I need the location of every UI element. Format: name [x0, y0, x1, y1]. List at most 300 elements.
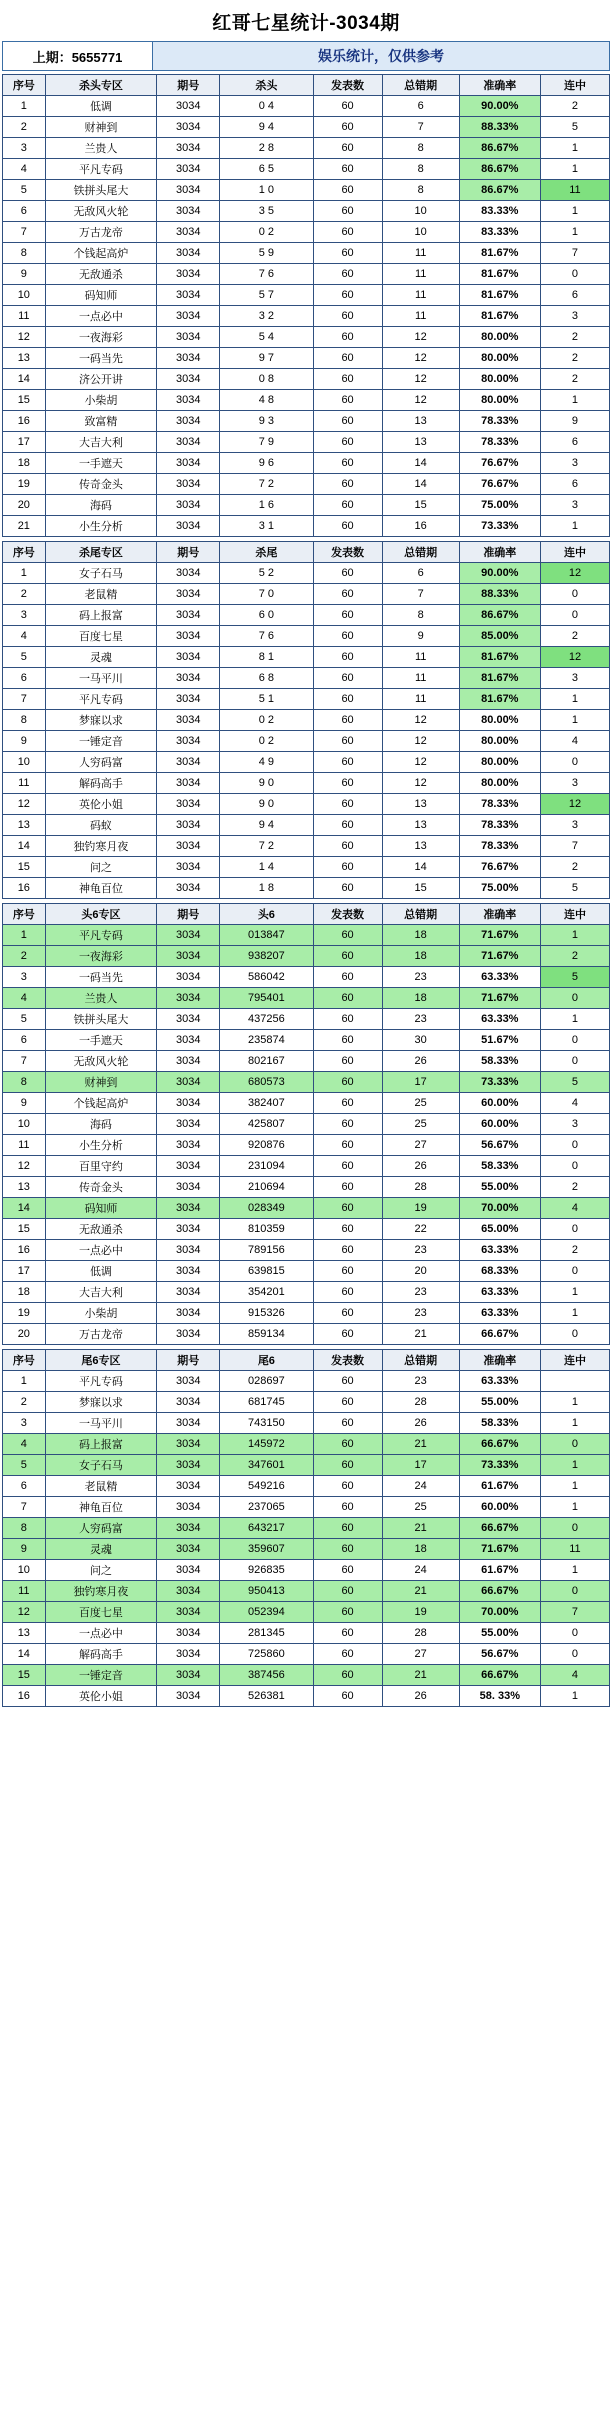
cell-streak: 5	[540, 1072, 609, 1093]
cell-index: 3	[3, 967, 46, 988]
cell-kill: 3 5	[220, 201, 313, 222]
cell-publish-count: 60	[313, 327, 382, 348]
cell-index: 8	[3, 1518, 46, 1539]
cell-zone: 码知师	[45, 285, 157, 306]
cell-zone: 问之	[45, 1560, 157, 1581]
cell-publish-count: 60	[313, 731, 382, 752]
cell-index: 21	[3, 516, 46, 537]
header-streak: 连中	[540, 542, 609, 563]
table-row	[3, 201, 610, 222]
cell-zone: 老鼠精	[45, 584, 157, 605]
table-row	[3, 180, 610, 201]
table-row	[3, 495, 610, 516]
cell-issue: 3034	[157, 1686, 220, 1707]
cell-publish-count: 60	[313, 1665, 382, 1686]
cell-index: 14	[3, 836, 46, 857]
cell-issue: 3034	[157, 878, 220, 899]
header-issue: 期号	[157, 1350, 220, 1371]
table-row	[3, 946, 610, 967]
cell-zone: 万古龙帝	[45, 1324, 157, 1345]
header-error-count: 总错期	[382, 542, 459, 563]
cell-zone: 码上报富	[45, 1434, 157, 1455]
table-row	[3, 925, 610, 946]
cell-publish-count: 60	[313, 1303, 382, 1324]
cell-accuracy: 73.33%	[459, 516, 540, 537]
table-row	[3, 411, 610, 432]
cell-streak: 9	[540, 411, 609, 432]
cell-index: 9	[3, 731, 46, 752]
cell-publish-count: 60	[313, 495, 382, 516]
cell-accuracy: 58. 33%	[459, 1686, 540, 1707]
cell-publish-count: 60	[313, 1476, 382, 1497]
cell-streak: 7	[540, 1602, 609, 1623]
cell-issue: 3034	[157, 1665, 220, 1686]
cell-index: 19	[3, 474, 46, 495]
cell-streak: 1	[540, 1303, 609, 1324]
cell-error-count: 21	[382, 1324, 459, 1345]
table-header-row	[3, 75, 610, 96]
cell-streak: 12	[540, 647, 609, 668]
cell-streak: 3	[540, 1114, 609, 1135]
table-body-d	[3, 1371, 610, 1707]
table-row	[3, 878, 610, 899]
cell-zone: 神龟百位	[45, 878, 157, 899]
cell-zone: 独钓寒月夜	[45, 836, 157, 857]
cell-streak: 1	[540, 1009, 609, 1030]
cell-streak: 1	[540, 1497, 609, 1518]
table-row	[3, 327, 610, 348]
cell-error-count: 10	[382, 222, 459, 243]
cell-issue: 3034	[157, 432, 220, 453]
table-row	[3, 474, 610, 495]
cell-kill: 7 6	[220, 264, 313, 285]
table-row	[3, 1476, 610, 1497]
cell-streak: 1	[540, 689, 609, 710]
cell-kill: 210694	[220, 1177, 313, 1198]
table-row	[3, 159, 610, 180]
table-row	[3, 1009, 610, 1030]
cell-accuracy: 70.00%	[459, 1602, 540, 1623]
header-publish-count: 发表数	[313, 542, 382, 563]
cell-error-count: 6	[382, 96, 459, 117]
table-row	[3, 1240, 610, 1261]
cell-streak: 3	[540, 453, 609, 474]
cell-accuracy: 61.67%	[459, 1476, 540, 1497]
cell-index: 2	[3, 1392, 46, 1413]
cell-publish-count: 60	[313, 1392, 382, 1413]
cell-zone: 海码	[45, 1114, 157, 1135]
cell-index: 5	[3, 1009, 46, 1030]
cell-error-count: 20	[382, 1261, 459, 1282]
cell-accuracy: 66.67%	[459, 1581, 540, 1602]
cell-streak: 3	[540, 306, 609, 327]
cell-streak: 3	[540, 815, 609, 836]
cell-accuracy: 71.67%	[459, 925, 540, 946]
cell-streak: 6	[540, 285, 609, 306]
cell-issue: 3034	[157, 180, 220, 201]
table-body-c	[3, 925, 610, 1345]
table-row	[3, 1497, 610, 1518]
cell-publish-count: 60	[313, 689, 382, 710]
cell-publish-count: 60	[313, 1686, 382, 1707]
cell-index: 7	[3, 689, 46, 710]
cell-index: 5	[3, 180, 46, 201]
cell-zone: 码蚁	[45, 815, 157, 836]
cell-accuracy: 81.67%	[459, 243, 540, 264]
cell-index: 17	[3, 1261, 46, 1282]
cell-issue: 3034	[157, 1539, 220, 1560]
cell-error-count: 18	[382, 925, 459, 946]
header-issue: 期号	[157, 904, 220, 925]
cell-error-count: 18	[382, 1539, 459, 1560]
cell-streak: 0	[540, 1644, 609, 1665]
cell-index: 10	[3, 285, 46, 306]
cell-accuracy: 71.67%	[459, 988, 540, 1009]
cell-accuracy: 86.67%	[459, 605, 540, 626]
cell-streak: 2	[540, 1240, 609, 1261]
cell-streak: 12	[540, 794, 609, 815]
cell-error-count: 9	[382, 626, 459, 647]
cell-index: 2	[3, 946, 46, 967]
cell-accuracy: 76.67%	[459, 474, 540, 495]
cell-streak: 7	[540, 243, 609, 264]
cell-publish-count: 60	[313, 96, 382, 117]
cell-publish-count: 60	[313, 201, 382, 222]
cell-error-count: 23	[382, 1303, 459, 1324]
cell-streak: 0	[540, 264, 609, 285]
cell-accuracy: 81.67%	[459, 264, 540, 285]
cell-accuracy: 81.67%	[459, 647, 540, 668]
cell-streak: 3	[540, 495, 609, 516]
page-title: 红哥七星统计-3034期	[212, 13, 400, 34]
cell-error-count: 7	[382, 584, 459, 605]
cell-publish-count: 60	[313, 857, 382, 878]
cell-error-count: 11	[382, 285, 459, 306]
cell-accuracy: 78.33%	[459, 794, 540, 815]
cell-index: 10	[3, 1560, 46, 1581]
cell-kill: 7 2	[220, 474, 313, 495]
cell-error-count: 12	[382, 710, 459, 731]
cell-issue: 3034	[157, 1434, 220, 1455]
cell-publish-count: 60	[313, 1072, 382, 1093]
cell-streak: 0	[540, 1581, 609, 1602]
cell-publish-count: 60	[313, 668, 382, 689]
disclaimer-banner: 娱乐统计，仅供参考	[153, 42, 609, 70]
table-row	[3, 1686, 610, 1707]
cell-kill: 938207	[220, 946, 313, 967]
cell-index: 1	[3, 1371, 46, 1392]
cell-accuracy: 75.00%	[459, 878, 540, 899]
cell-accuracy: 81.67%	[459, 285, 540, 306]
cell-publish-count: 60	[313, 1093, 382, 1114]
cell-publish-count: 60	[313, 222, 382, 243]
cell-index: 14	[3, 1644, 46, 1665]
cell-error-count: 26	[382, 1413, 459, 1434]
cell-error-count: 22	[382, 1219, 459, 1240]
cell-kill: 5 4	[220, 327, 313, 348]
cell-kill: 281345	[220, 1623, 313, 1644]
cell-issue: 3034	[157, 1219, 220, 1240]
cell-kill: 795401	[220, 988, 313, 1009]
cell-accuracy: 71.67%	[459, 946, 540, 967]
cell-kill: 859134	[220, 1324, 313, 1345]
cell-publish-count: 60	[313, 516, 382, 537]
cell-streak: 4	[540, 1093, 609, 1114]
cell-error-count: 14	[382, 474, 459, 495]
table-row	[3, 563, 610, 584]
cell-index: 16	[3, 411, 46, 432]
cell-index: 7	[3, 222, 46, 243]
cell-kill: 639815	[220, 1261, 313, 1282]
cell-publish-count: 60	[313, 1539, 382, 1560]
table-row	[3, 668, 610, 689]
table-row	[3, 1114, 610, 1135]
cell-error-count: 17	[382, 1072, 459, 1093]
cell-issue: 3034	[157, 1156, 220, 1177]
cell-zone: 女子石马	[45, 563, 157, 584]
table-kill-tail	[2, 541, 610, 899]
cell-issue: 3034	[157, 516, 220, 537]
cell-streak: 6	[540, 432, 609, 453]
header-publish-count: 发表数	[313, 904, 382, 925]
cell-kill: 028697	[220, 1371, 313, 1392]
cell-issue: 3034	[157, 1644, 220, 1665]
cell-error-count: 23	[382, 1240, 459, 1261]
table-row	[3, 1198, 610, 1219]
cell-index: 12	[3, 1602, 46, 1623]
table-row	[3, 752, 610, 773]
table-row	[3, 626, 610, 647]
table-head6	[2, 903, 610, 1345]
cell-zone: 个钱起高炉	[45, 1093, 157, 1114]
cell-issue: 3034	[157, 117, 220, 138]
cell-publish-count: 60	[313, 1177, 382, 1198]
cell-index: 1	[3, 96, 46, 117]
cell-zone: 传奇金头	[45, 474, 157, 495]
cell-issue: 3034	[157, 1177, 220, 1198]
header-issue: 期号	[157, 75, 220, 96]
cell-zone: 神龟百位	[45, 1497, 157, 1518]
cell-issue: 3034	[157, 731, 220, 752]
cell-publish-count: 60	[313, 925, 382, 946]
cell-publish-count: 60	[313, 626, 382, 647]
cell-error-count: 25	[382, 1497, 459, 1518]
cell-error-count: 13	[382, 815, 459, 836]
cell-publish-count: 60	[313, 1114, 382, 1135]
cell-error-count: 8	[382, 138, 459, 159]
table-row	[3, 1324, 610, 1345]
cell-zone: 铁拼头尾大	[45, 180, 157, 201]
cell-streak: 1	[540, 1560, 609, 1581]
cell-index: 9	[3, 1093, 46, 1114]
cell-accuracy: 80.00%	[459, 773, 540, 794]
cell-zone: 济公开讲	[45, 369, 157, 390]
cell-kill: 725860	[220, 1644, 313, 1665]
cell-index: 4	[3, 159, 46, 180]
cell-streak: 4	[540, 731, 609, 752]
cell-error-count: 12	[382, 752, 459, 773]
cell-index: 6	[3, 1476, 46, 1497]
cell-error-count: 13	[382, 836, 459, 857]
cell-streak: 2	[540, 369, 609, 390]
cell-publish-count: 60	[313, 1261, 382, 1282]
cell-zone: 低调	[45, 1261, 157, 1282]
cell-publish-count: 60	[313, 180, 382, 201]
cell-kill: 052394	[220, 1602, 313, 1623]
cell-publish-count: 60	[313, 159, 382, 180]
cell-zone: 独钓寒月夜	[45, 1581, 157, 1602]
cell-zone: 灵魂	[45, 647, 157, 668]
cell-kill: 9 0	[220, 773, 313, 794]
cell-issue: 3034	[157, 1476, 220, 1497]
cell-zone: 一码当先	[45, 348, 157, 369]
cell-kill: 382407	[220, 1093, 313, 1114]
cell-zone: 一锤定音	[45, 1665, 157, 1686]
cell-streak: 7	[540, 836, 609, 857]
cell-index: 6	[3, 668, 46, 689]
cell-error-count: 26	[382, 1156, 459, 1177]
table-row	[3, 1581, 610, 1602]
cell-accuracy: 56.67%	[459, 1135, 540, 1156]
cell-zone: 平凡专码	[45, 925, 157, 946]
cell-index: 9	[3, 1539, 46, 1560]
cell-index: 18	[3, 1282, 46, 1303]
cell-publish-count: 60	[313, 1371, 382, 1392]
cell-accuracy: 51.67%	[459, 1030, 540, 1051]
cell-issue: 3034	[157, 815, 220, 836]
table-row	[3, 1072, 610, 1093]
cell-index: 15	[3, 857, 46, 878]
cell-publish-count: 60	[313, 369, 382, 390]
cell-issue: 3034	[157, 1051, 220, 1072]
table-row	[3, 453, 610, 474]
cell-issue: 3034	[157, 1581, 220, 1602]
cell-zone: 大吉大利	[45, 432, 157, 453]
header-accuracy: 准确率	[459, 1350, 540, 1371]
cell-streak: 3	[540, 773, 609, 794]
cell-accuracy: 76.67%	[459, 453, 540, 474]
cell-kill: 235874	[220, 1030, 313, 1051]
cell-index: 13	[3, 815, 46, 836]
cell-issue: 3034	[157, 411, 220, 432]
header-error-count: 总错期	[382, 75, 459, 96]
previous-issue-label: 上期：5655771	[3, 42, 153, 70]
cell-zone: 万古龙帝	[45, 222, 157, 243]
header-zone: 杀头专区	[45, 75, 157, 96]
cell-streak: 1	[540, 1686, 609, 1707]
header-issue: 期号	[157, 542, 220, 563]
cell-accuracy: 80.00%	[459, 752, 540, 773]
cell-error-count: 13	[382, 794, 459, 815]
table-row	[3, 516, 610, 537]
cell-zone: 英伦小姐	[45, 1686, 157, 1707]
cell-issue: 3034	[157, 1560, 220, 1581]
cell-index: 8	[3, 710, 46, 731]
cell-kill: 145972	[220, 1434, 313, 1455]
cell-zone: 致富精	[45, 411, 157, 432]
cell-index: 17	[3, 432, 46, 453]
cell-streak: 2	[540, 626, 609, 647]
cell-issue: 3034	[157, 752, 220, 773]
cell-error-count: 15	[382, 495, 459, 516]
table-row	[3, 1539, 610, 1560]
cell-publish-count: 60	[313, 878, 382, 899]
cell-issue: 3034	[157, 563, 220, 584]
cell-zone: 平凡专码	[45, 689, 157, 710]
cell-issue: 3034	[157, 495, 220, 516]
cell-publish-count: 60	[313, 584, 382, 605]
header-zone: 头6专区	[45, 904, 157, 925]
table-row	[3, 1455, 610, 1476]
cell-index: 16	[3, 1686, 46, 1707]
table-row	[3, 1518, 610, 1539]
cell-streak: 0	[540, 1623, 609, 1644]
cell-zone: 灵魂	[45, 1539, 157, 1560]
table-row	[3, 689, 610, 710]
cell-streak: 2	[540, 96, 609, 117]
cell-kill: 6 0	[220, 605, 313, 626]
cell-kill: 681745	[220, 1392, 313, 1413]
header-kill: 尾6	[220, 1350, 313, 1371]
header-index: 序号	[3, 1350, 46, 1371]
cell-issue: 3034	[157, 222, 220, 243]
cell-index: 14	[3, 1198, 46, 1219]
cell-index: 10	[3, 1114, 46, 1135]
cell-accuracy: 58.33%	[459, 1413, 540, 1434]
cell-issue: 3034	[157, 1261, 220, 1282]
cell-issue: 3034	[157, 474, 220, 495]
cell-accuracy: 71.67%	[459, 1539, 540, 1560]
cell-issue: 3034	[157, 1413, 220, 1434]
cell-error-count: 12	[382, 390, 459, 411]
cell-accuracy: 76.67%	[459, 857, 540, 878]
cell-kill: 643217	[220, 1518, 313, 1539]
cell-accuracy: 78.33%	[459, 411, 540, 432]
cell-error-count: 19	[382, 1198, 459, 1219]
cell-streak: 0	[540, 1518, 609, 1539]
cell-publish-count: 60	[313, 138, 382, 159]
cell-index: 1	[3, 925, 46, 946]
cell-zone: 解码高手	[45, 773, 157, 794]
cell-accuracy: 58.33%	[459, 1156, 540, 1177]
cell-error-count: 16	[382, 516, 459, 537]
cell-publish-count: 60	[313, 243, 382, 264]
table-row	[3, 1434, 610, 1455]
cell-kill: 810359	[220, 1219, 313, 1240]
cell-kill: 586042	[220, 967, 313, 988]
cell-accuracy: 86.67%	[459, 138, 540, 159]
cell-issue: 3034	[157, 264, 220, 285]
table-row	[3, 243, 610, 264]
cell-kill: 2 8	[220, 138, 313, 159]
header-streak: 连中	[540, 75, 609, 96]
cell-streak: 0	[540, 752, 609, 773]
cell-error-count: 21	[382, 1434, 459, 1455]
header-accuracy: 准确率	[459, 904, 540, 925]
cell-accuracy: 58.33%	[459, 1051, 540, 1072]
cell-accuracy: 73.33%	[459, 1072, 540, 1093]
cell-streak: 2	[540, 946, 609, 967]
cell-index: 4	[3, 988, 46, 1009]
cell-kill: 3 2	[220, 306, 313, 327]
cell-kill: 347601	[220, 1455, 313, 1476]
cell-kill: 425807	[220, 1114, 313, 1135]
cell-accuracy: 70.00%	[459, 1198, 540, 1219]
cell-kill: 0 2	[220, 222, 313, 243]
cell-publish-count: 60	[313, 563, 382, 584]
table-row	[3, 1135, 610, 1156]
cell-kill: 5 7	[220, 285, 313, 306]
